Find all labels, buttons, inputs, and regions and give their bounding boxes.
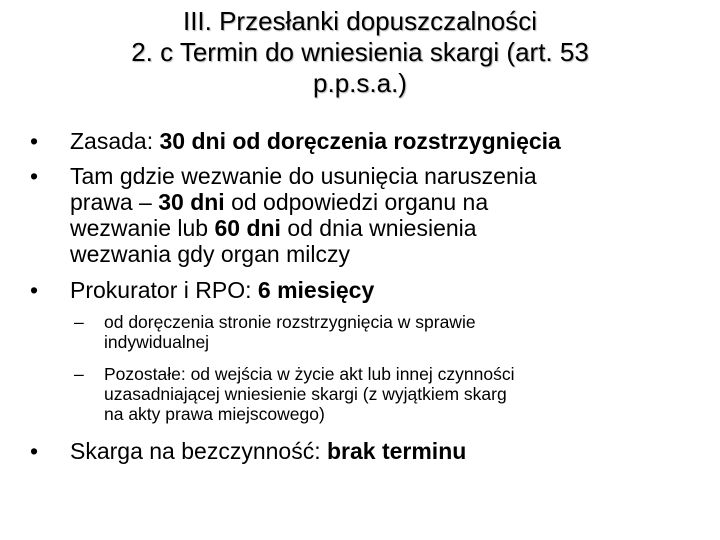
- sub-bullet-line: Pozostałe: od wejścia w życie akt lub innej czynności: [104, 364, 515, 384]
- bullet-line: Skarga na bezczynność: brak terminu: [70, 438, 467, 464]
- bullet-text: [70, 128, 700, 154]
- bullet-line: Tam gdzie wezwanie do usunięcia naruszenia: [70, 163, 537, 189]
- bullet-line: wezwanie lub 60 dni od dnia wniesienia: [70, 215, 477, 241]
- sub-bullet-line: indywidualnej: [104, 332, 210, 352]
- bullet-line: prawa – 30 dni od odpowiedzi organu na: [70, 189, 489, 215]
- bullet-line: Prokurator i RPO: 6 miesięcy: [70, 277, 375, 303]
- sub-bullet-line: od doręczenia stronie rozstrzygnięcia w sprawie: [104, 312, 476, 332]
- bullet-text: [70, 163, 700, 267]
- sub-bullet-text: [104, 312, 699, 352]
- bullet-line: wezwania gdy organ milczy: [70, 241, 350, 267]
- sub-bullet-line: na akty prawa miejscowego): [104, 404, 325, 424]
- title-line-3: p.p.s.a.): [313, 68, 407, 98]
- bullet-text: [70, 438, 700, 464]
- sub-bullet-marker: –: [74, 364, 84, 384]
- bullet-marker: •: [30, 277, 39, 303]
- bullet-marker: •: [30, 128, 39, 154]
- title-line-2: 2. c Termin do wniesienia skargi (art. 53: [131, 37, 589, 67]
- sub-bullet-text: [104, 364, 699, 424]
- bullet-text: [70, 277, 700, 303]
- bullet-marker: •: [30, 438, 39, 464]
- sub-bullet-line: uzasadniającej wniesienie skargi (z wyjątkiem skarg: [104, 384, 507, 404]
- bullet-marker: •: [30, 163, 39, 189]
- title-line-1: III. Przesłanki dopuszczalności: [182, 6, 538, 36]
- sub-bullet-marker: –: [74, 312, 84, 332]
- bullet-line: Zasada: 30 dni od doręczenia rozstrzygnięcia: [70, 128, 561, 154]
